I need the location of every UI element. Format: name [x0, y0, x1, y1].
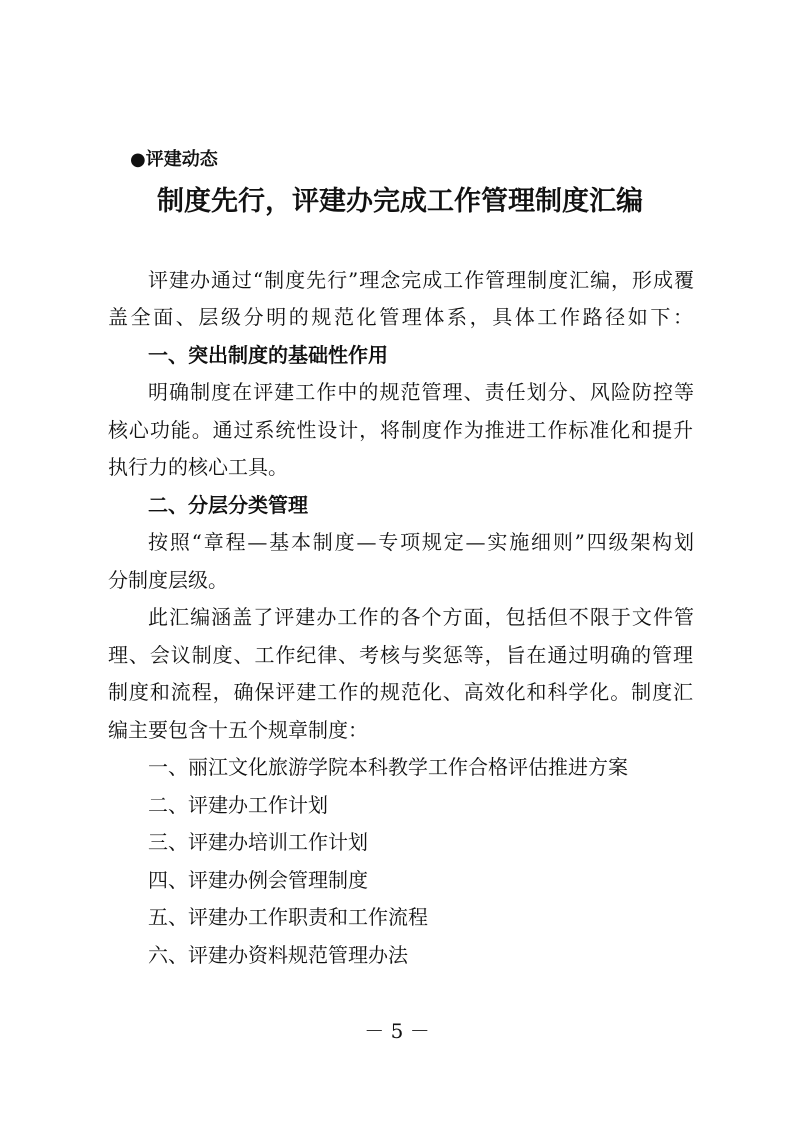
list-item: 六、评建办资料规范管理办法 [148, 943, 408, 967]
section-tag: ●评建动态 [130, 149, 218, 170]
intro-line-2: 盖全面、层级分明的规范化管理体系，具体工作路径如下： [108, 305, 693, 329]
list-item: 一、丽江文化旅游学院本科教学工作合格评估推进方案 [148, 755, 628, 779]
paragraph-3-line-1: 此汇编涵盖了评建办工作的各个方面，包括但不限于文件管 [148, 605, 694, 629]
page-number: － 5 － [364, 1019, 430, 1043]
paragraph-2-line-1: 按照“章程—基本制度—专项规定—实施细则”四级架构划 [148, 530, 694, 554]
list-item: 五、评建办工作职责和工作流程 [148, 905, 428, 929]
list-item: 三、评建办培训工作计划 [148, 830, 368, 854]
paragraph-3-line-4: 编主要包含十五个规章制度： [108, 718, 368, 742]
list-item: 二、评建办工作计划 [148, 793, 328, 817]
paragraph-2-line-2: 分制度层级。 [108, 568, 228, 592]
intro-line-1: 评建办通过“制度先行”理念完成工作管理制度汇编，形成覆 [148, 268, 694, 292]
section-heading-1: 一、突出制度的基础性作用 [148, 343, 388, 367]
section-heading-2: 二、分层分类管理 [148, 493, 308, 517]
paragraph-1-line-1: 明确制度在评建工作中的规范管理、责任划分、风险防控等 [148, 380, 694, 404]
paragraph-1-line-3: 执行力的核心工具。 [108, 455, 288, 479]
list-item: 四、评建办例会管理制度 [148, 868, 368, 892]
paragraph-3-line-2: 理、会议制度、工作纪律、考核与奖惩等，旨在通过明确的管理 [108, 643, 693, 667]
paragraph-1-line-2: 核心功能。通过系统性设计，将制度作为推进工作标准化和提升 [108, 418, 693, 442]
article-title: 制度先行，评建办完成工作管理制度汇编 [157, 186, 643, 217]
paragraph-3-line-3: 制度和流程，确保评建工作的规范化、高效化和科学化。制度汇 [108, 680, 693, 704]
